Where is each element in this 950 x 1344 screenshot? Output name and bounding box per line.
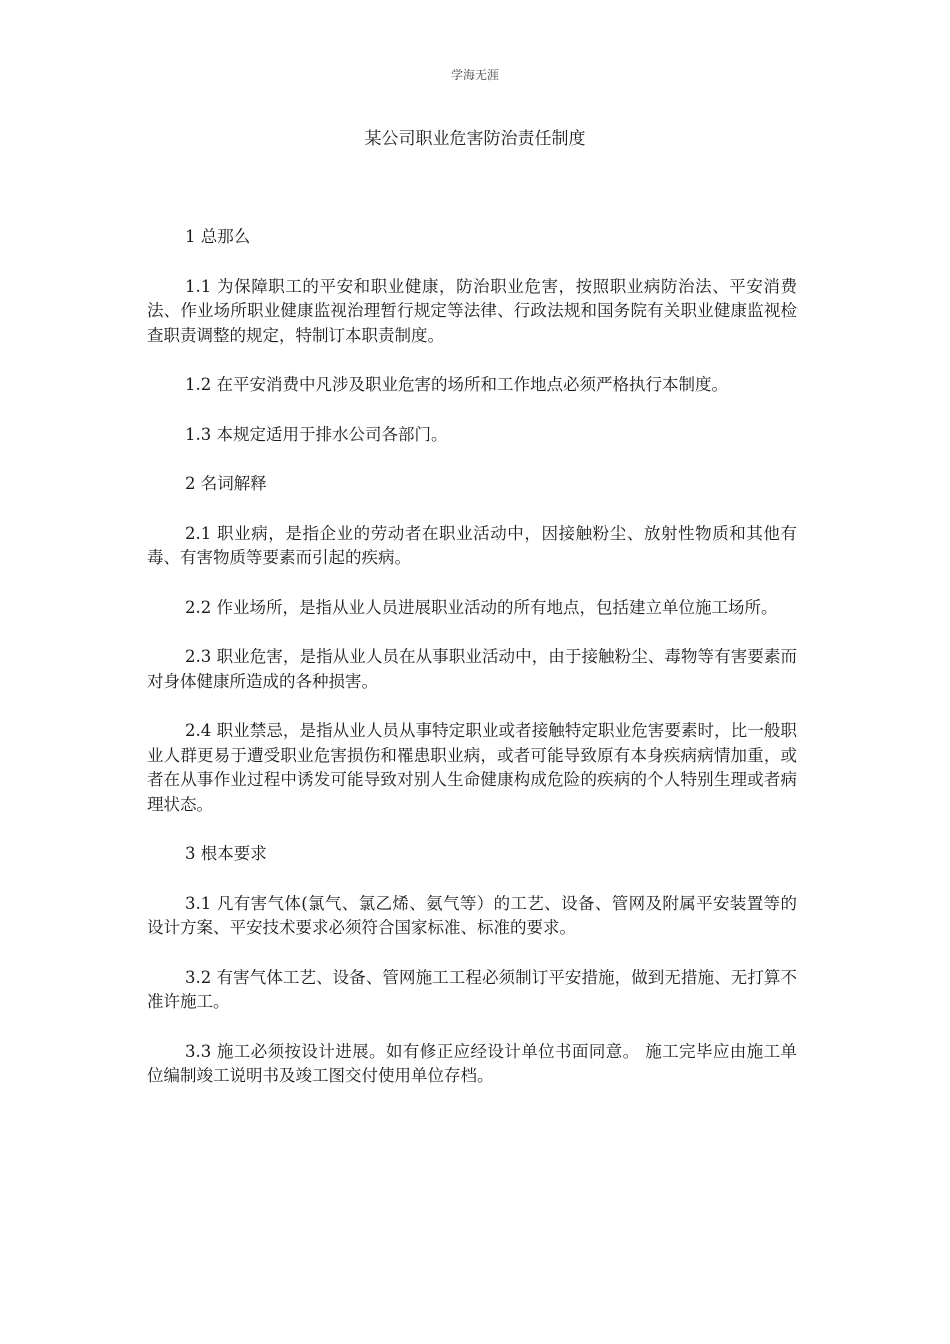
paragraph-3-2: 3.2 有害气体工艺、设备、管网施工工程必须制订平安措施，做到无措施、无打算不准许施工。 [147, 967, 797, 1011]
section-heading-3: 3 根本要求 [185, 844, 267, 863]
paragraph-2-1: 2.1 职业病，是指企业的劳动者在职业活动中，因接触粉尘、放射性物质和其他有毒、有害物质等要素而引起的疾病。 [147, 523, 797, 567]
paragraph-3-1: 3.1 凡有害气体(氯气、氯乙烯、氨气等）的工艺、设备、管网及附属平安装置等的设计方案、平安技术要求必须符合国家标准、标准的要求。 [147, 893, 797, 937]
document-body [147, 225, 797, 1114]
paragraph-2-3: 2.3 职业危害，是指从业人员在从事职业活动中，由于接触粉尘、毒物等有害要素而对身体健康所造成的各种损害。 [147, 647, 797, 691]
paragraph-2-4: 2.4 职业禁忌，是指从业人员从事特定职业或者接触特定职业危害要素时，比一般职业人群更易于遭受职业危害损伤和罹患职业病，或者可能导致原有本身疾病病情加重，或者在从事作业过程中诱发可能导致对别人生命健康构成危险的疾病的个人特别生理或者病理状态。 [147, 721, 797, 814]
section-heading-2: 2 名词解释 [185, 474, 267, 493]
paragraph-2-2: 2.2 作业场所，是指从业人员进展职业活动的所有地点，包括建立单位施工场所。 [185, 597, 778, 617]
document-title: 某公司职业危害防治责任制度 [364, 129, 586, 149]
section-heading-1: 1 总那么 [185, 227, 251, 246]
paragraph-3-3: 3.3 施工必须按设计进展。如有修正应经设计单位书面同意。 施工完毕应由施工单位编制竣工说明书及竣工图交付使用单位存档。 [147, 1041, 797, 1085]
page-header: 学海无涯 [450, 68, 499, 82]
paragraph-1-3: 1.3 本规定适用于排水公司各部门。 [185, 424, 448, 444]
paragraph-1-2: 1.2 在平安消费中凡涉及职业危害的场所和工作地点必须严格执行本制度。 [185, 375, 728, 394]
paragraph-1-1: 1.1 为保障职工的平安和职业健康，防治职业危害，按照职业病防治法、平安消费法、作业场所职业健康监视治理暂行规定等法律、行政法规和国务院有关职业健康监视检查职责调整的规定，特制订本职责制度。 [147, 276, 797, 345]
